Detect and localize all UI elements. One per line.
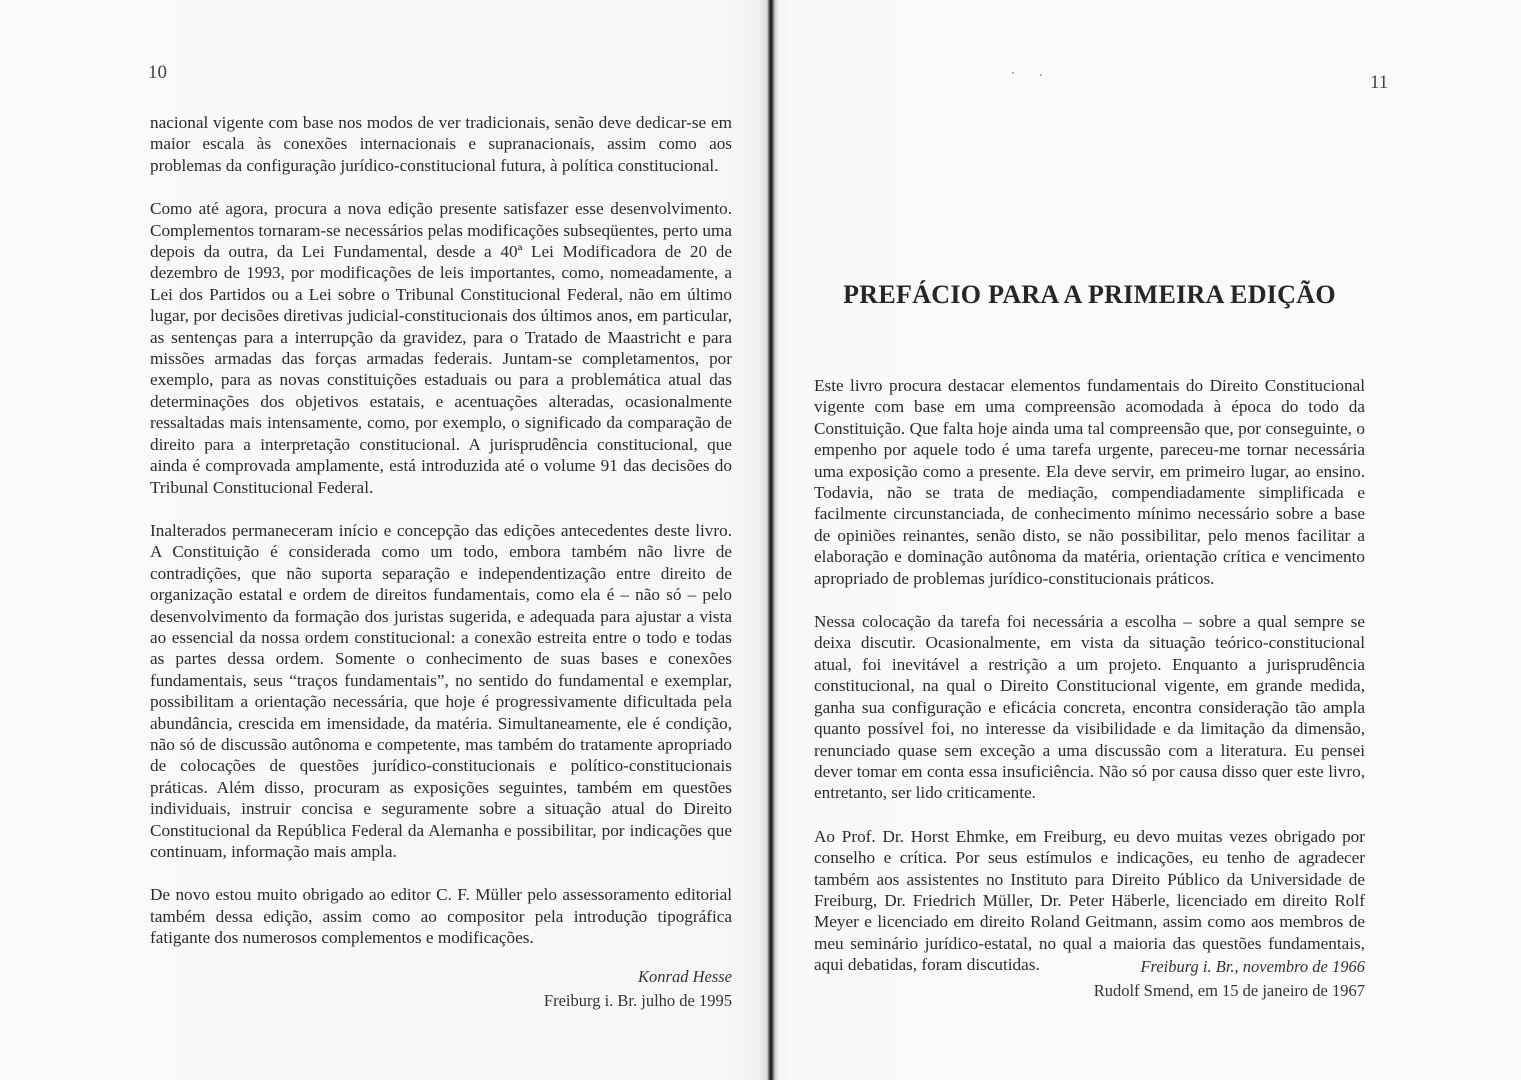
paragraph: nacional vigente com base nos modos de ver tradicionais, senão deve dedicar-se em maior escala às conexões internacionais e supranacionais, assim como aos problemas da configuração jurídico-constitucional futura, à política constitucional. [150,113,732,175]
paragraph: Como até agora, procura a nova edição presente satisfazer esse desenvolvimento. Complementos tornaram-se necessários pelas modificações subseqüentes, perto uma depois da outra, da Lei Fundamental, desde a 40ª Lei Modificadora de 20 de dezembro de 1993, por modificações de leis importantes, como, nomeadamente, a Lei dos Partidos ou a Lei sobre o Tribunal Constitucional Federal, não em último lugar, por decisões diretivas judicial-constitucionais dos últimos anos, em particular, as sentenças para a interrupção da gravidez, para o Tratado de Maastricht e para missões armadas das forças armadas federais. Juntam-se completamentos, por exemplo, para as novas constituições estaduais ou para a problemática atual das determinações dos objetivos estatais, e acentuações alteradas, ocasionalmente ressaltadas mais intensamente, como, por exemplo, o significado da comparação de direito para a interpretação constitucional. A jurisprudência constitucional, que ainda é comprovada amplamente, está introduzida até o volume 91 das decisões do Tribunal Constitucional Federal. [150,199,732,497]
paragraph: Inalterados permaneceram início e concepção das edições antecedentes deste livro. A Constituição é considerada como um todo, embora também não livre de contradições, que não suporta separação e independentização entre direito de organização estatal e ordem de direitos fundamentais, como ela é – não só – pelo desenvolvimento da formação dos juristas sugerida, e adequada para ajustar a vista ao essencial da nossa ordem constitucional: a conexão estreita entre o todo e todas as partes dessa ordem. Somente o conhecimento de suas bases e conexões fundamentais, seus “traços fundamentais”, no sentido do fundamental e exemplar, possibilitam a orientação necessária, que hoje é progressivamente dificultada pela abundância, crescida em imensidade, da matéria. Simultaneamente, ele é condição, não só de discussão autônoma e competente, mas também do tratamente apropriado de colocações de questões jurídico-constitucionais e político-constitucionais práticas. Além disso, procuram as exposições seguintes, também em questões individuais, instruir concisa e seguramente sobre a situação atual do Direito Constitucional da República Federal da Alemanha e possibilitar, por indicações que continuam, informação mais ampla. [150,520,732,861]
paragraph: Ao Prof. Dr. Horst Ehmke, em Freiburg, eu devo muitas vezes obrigado por conselho e crítica. Por seus estímulos e indicações, eu tenho de agradecer também aos assistentes no Instituto para Direito Público da Universidade de Freiburg, Dr. Friedrich Müller, Dr. Peter Häberle, licenciado em direito Rolf Meyer e licenciado em direito Roland Geitmann, assim como aos membros de meu seminário jurídico-estatal, no qual a maioria das questões fundamentais, aqui debatidas, foram discutidas. [814,826,1365,975]
right-signature [814,955,1365,1003]
place-date: Freiburg i. Br., novembro de 1966 [1140,957,1365,976]
paper-speck [1040,74,1042,76]
author-name: Konrad Hesse [638,967,732,986]
right-page-body [814,375,1365,998]
author-name-date: Rudolf Smend, em 15 de janeiro de 1967 [1093,981,1365,1000]
paper-speck [1012,72,1014,74]
paragraph: Nessa colocação da tarefa foi necessária a escolha – sobre a qual sempre se deixa discutir. Ocasionalmente, em vista da situação teórico-constitucional atual, foi inevitável a restrição a um projeto. Enquanto a jurisprudência constitucional, na qual o Direito Constitucional vigente, em grande medida, ganha sua configuração e eficácia concreta, encontra consideração tão ampla quanto possível foi, no interesse da visibilidade e da limitação da dimensão, renunciado quase sem exceção a uma discussão com a literatura. Eu pensei dever tomar em conta essa insuficiência. Não só por causa disso quer este livro, entretanto, ser lido criticamente. [814,612,1365,803]
place-date: Freiburg i. Br. julho de 1995 [543,991,732,1010]
left-page [0,0,760,1080]
page-number-right: 11 [1370,72,1389,93]
left-page-body [150,112,732,971]
book-gutter [759,0,779,1080]
right-page [780,0,1521,1080]
left-signature [150,965,732,1013]
paragraph: Este livro procura destacar elementos fundamentais do Direito Constitucional vigente com base em uma compreensão acomodada à época do todo da Constituição. Que falta hoje ainda uma tal compreensão que, por conseguinte, o empenho por aquele todo é uma tarefa urgente, pareceu-me tornar necessária uma exposição como a presente. Ela deve servir, em primeiro lugar, ao ensino. Todavia, não se trata de mediação, compendiadamente simplificada e facilmente circunstanciada, de conhecimento mínimo necessário sobre a base de opiniões reinantes, senão disto, se não possibilitar, pelo menos facilitar a elaboração e dominação autônoma da matéria, orientação crítica e vencimento apropriado de problemas jurídico-constitucionais práticos. [814,376,1365,588]
chapter-title: PREFÁCIO PARA A PRIMEIRA EDIÇÃO [843,280,1336,309]
paragraph: De novo estou muito obrigado ao editor C. F. Müller pelo assessoramento editorial também dessa edição, assim como ao compositor pela introdução tipográfica fatigante dos numerosos complementos e modificações. [150,885,732,948]
page-number-left: 10 [148,62,167,83]
